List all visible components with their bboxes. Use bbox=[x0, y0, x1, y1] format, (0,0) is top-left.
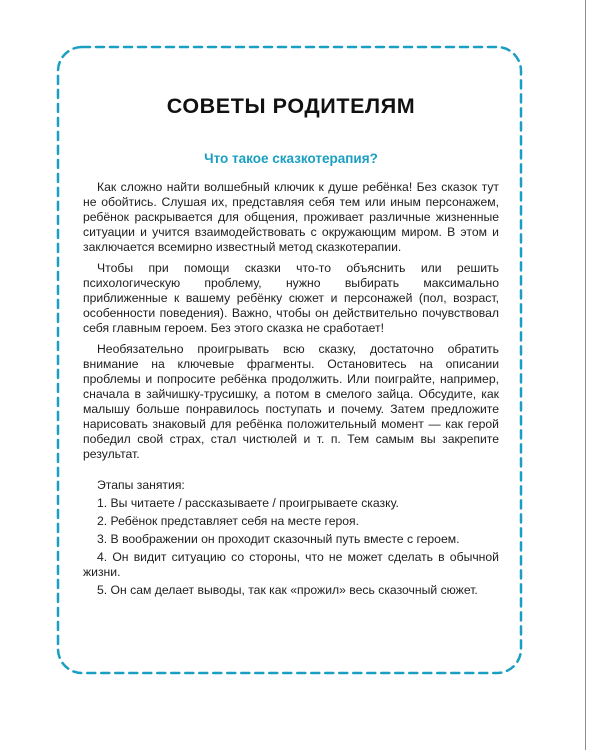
list-item: 2. Ребёнок представляет себя на месте героя. bbox=[97, 514, 360, 528]
list-item: 1. Вы читаете / рассказываете / проигрываете сказку. bbox=[97, 496, 399, 510]
list-item: 4. Он видит ситуацию со стороны, что не может сделать в обычной жизни. bbox=[83, 550, 499, 579]
page-title: СОВЕТЫ РОДИТЕЛЯМ bbox=[166, 94, 416, 118]
article bbox=[83, 94, 499, 601]
list-item: 5. Он сам делает выводы, так как «прожил» весь сказочный сюжет. bbox=[97, 583, 478, 597]
paragraph: Как сложно найти волшебный ключик к душе ребёнка! Без сказок тут не обойтись. Слушая их, представляя себя тем или иным персонажем, ребёнок раскрывается для общения, проживает различные жизненные ситуации и учится взаимодействовать с окружающим миром. В этом и заключается всемирно известный метод сказкотерапии. bbox=[83, 180, 499, 254]
list-item: 3. В воображении он проходит сказочный путь вместе с героем. bbox=[97, 532, 460, 546]
section-subtitle: Что такое сказкотерапия? bbox=[204, 151, 378, 166]
stages-section bbox=[83, 478, 499, 598]
article-body bbox=[83, 180, 499, 462]
paragraph: Чтобы при помощи сказки что-то объяснить или решить психологическую проблему, нужно выбирать максимально приближенные к вашему ребёнку сюжет и персонажей (пол, возраст, особенности поведения). Важно, чтобы он действительно почувствовал себя главным героем. Без этого сказка не сработает! bbox=[83, 261, 499, 335]
stages-title: Этапы занятия: bbox=[97, 478, 185, 492]
stages-list bbox=[83, 496, 499, 598]
page-edge-line bbox=[585, 0, 586, 750]
paragraph: Необязательно проигрывать всю сказку, достаточно обратить внимание на ключевые фрагменты. Остановитесь на описании проблемы и попросите ребёнка продолжить. Или поиграйте, например, сначала в зайчишку-трусишку, а потом в смелого зайца. Обсудите, как малышу больше понравилось поступать и почему. Затем предложите нарисовать знаковый для ребёнка положительный момент — как герой победил свой страх, стал чистюлей и т. п. Тем самым вы закрепите результат. bbox=[83, 342, 499, 461]
